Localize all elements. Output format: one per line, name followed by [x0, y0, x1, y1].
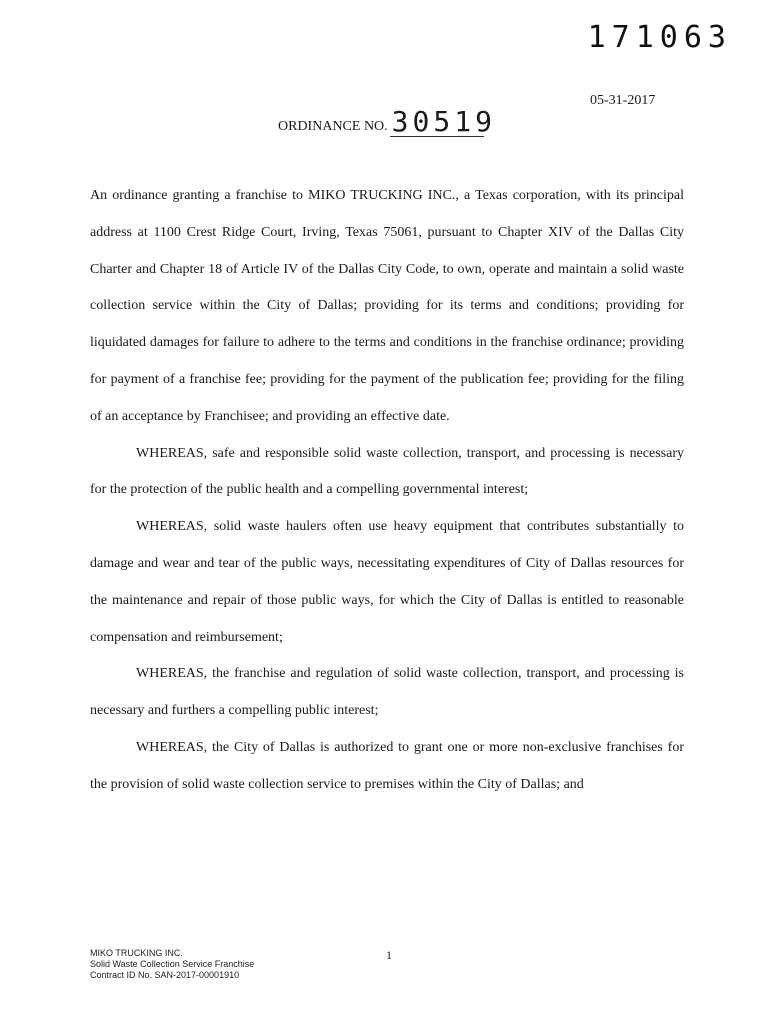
whereas-paragraph-4: WHEREAS, the City of Dallas is authorized to grant one or more non-exclusive franchises for the provision of solid waste collection service to premises within the City of Dallas; and: [90, 739, 684, 792]
ordinance-label: ORDINANCE NO.: [278, 119, 388, 134]
footer-company: MIKO TRUCKING INC.: [90, 948, 183, 958]
ordinance-caption-paragraph: An ordinance granting a franchise to MIKO TRUCKING INC., a Texas corporation, with its principal address at 1100 Crest Ridge Court, Irving, Texas 75061, pursuant to Chapter XIV of the Dallas City Charter and Chapter 18 of Article IV of the Dallas City Code, to own, operate and maintain a solid waste collection service within the City of Dallas; providing for its terms and conditions; providing for liquidated damages for failure to adhere to the terms and conditions in the franchise ordinance; providing for payment of a franchise fee; providing for the payment of the publication fee; providing for the filing of an acceptance by Franchisee; and providing an effective date.: [90, 188, 684, 424]
whereas-paragraph-2: WHEREAS, solid waste haulers often use heavy equipment that contributes substantially to damage and wear and tear of the public ways, necessitating expenditures of City of Dallas resources for the maintenance and repair of those public ways, for which the City of Dallas is entitled to reasonable compensation and reimbursement;: [90, 519, 684, 645]
whereas-paragraph-1: WHEREAS, safe and responsible solid waste collection, transport, and processing is necessary for the protection of the public health and a compelling governmental interest;: [90, 445, 684, 498]
page-footer: [90, 948, 254, 981]
ordinance-body: [90, 178, 684, 804]
document-date: 05-31-2017: [590, 93, 656, 108]
page-number: 1: [386, 948, 392, 962]
ordinance-number: 30519: [391, 105, 496, 138]
document-stamp-number: 171063: [587, 20, 732, 55]
footer-contract-id: Contract ID No. SAN-2017-00001910: [90, 970, 240, 980]
ordinance-heading: [278, 105, 496, 138]
whereas-paragraph-3: WHEREAS, the franchise and regulation of solid waste collection, transport, and processing is necessary and furthers a compelling public interest;: [90, 666, 684, 719]
footer-description: Solid Waste Collection Service Franchise: [90, 959, 255, 969]
